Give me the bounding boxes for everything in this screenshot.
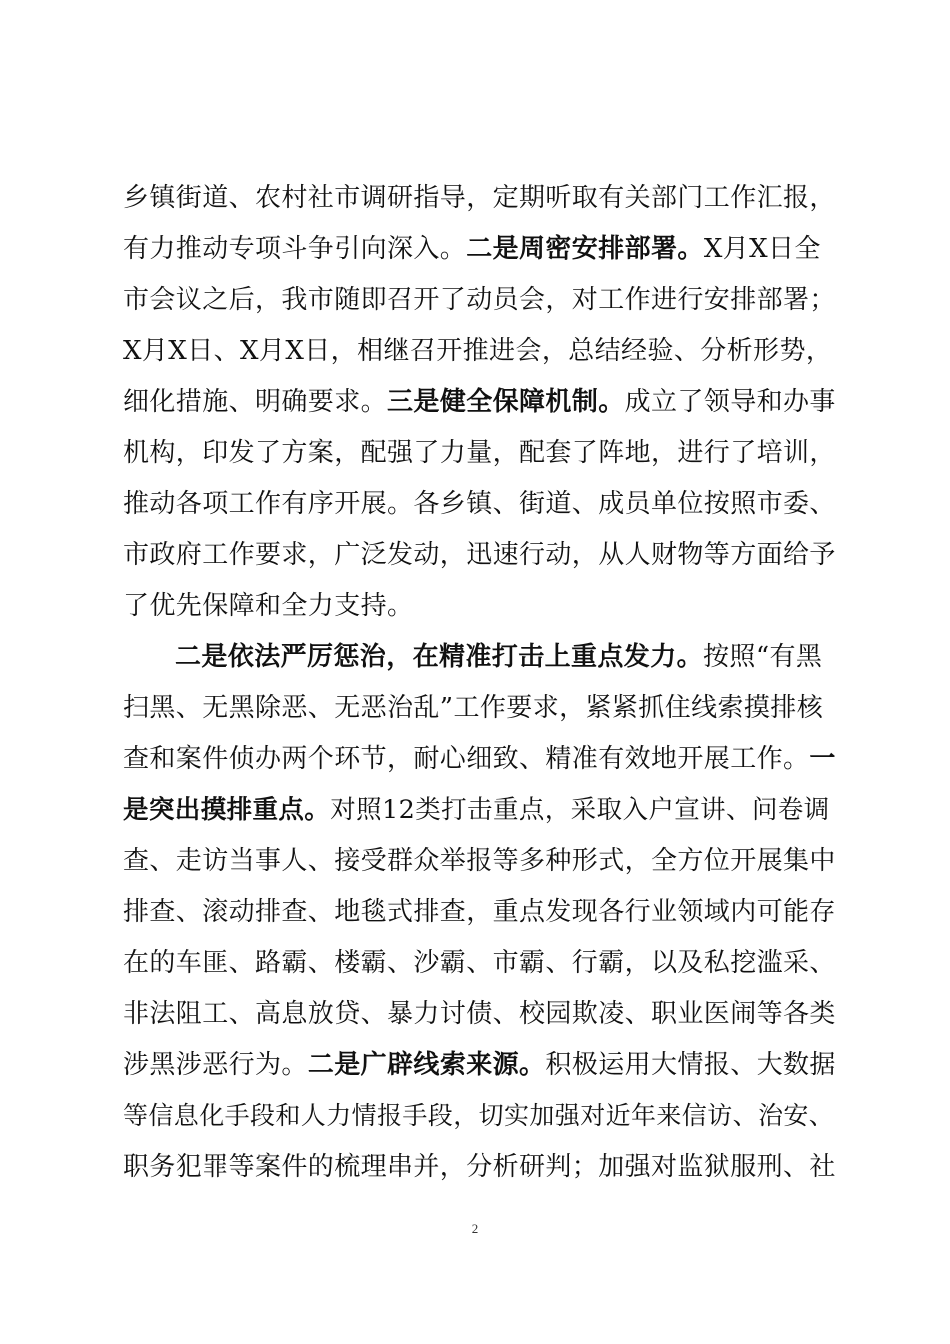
text-segment: 查和案件侦办两个环节，耐心细致、精准有效地开展工作。 — [123, 744, 810, 774]
page-number: 2 — [471, 1221, 479, 1236]
text-segment: X月X日全 — [703, 234, 821, 264]
text-line-10 — [175, 639, 838, 675]
text-segment: 了优先保障和全力支持。 — [123, 591, 414, 621]
text-line-5 — [123, 384, 838, 420]
text-segment: 等信息化手段和人力情报手段，切实加强对近年来信访、治安、 — [123, 1101, 835, 1130]
text-segment: 积极运用大情报、大数据 — [545, 1050, 836, 1080]
text-line-1 — [123, 180, 838, 216]
text-segment: 排查、滚动排查、地毯式排查，重点发现各行业领域内可能存 — [123, 897, 836, 927]
text-line-14 — [123, 843, 838, 879]
text-line-15 — [123, 894, 838, 930]
text-line-18 — [123, 1047, 838, 1083]
text-segment: 在的车匪、路霸、楼霸、沙霸、市霸、行霸，以及私挖滥采、 — [123, 948, 836, 978]
text-line-8 — [123, 537, 838, 573]
text-line-12 — [123, 741, 838, 777]
text-line-3 — [123, 282, 838, 318]
text-line-17 — [123, 996, 838, 1032]
text-line-9 — [123, 588, 838, 624]
text-segment: 按照“有黑 — [703, 642, 823, 672]
text-segment: 机构，印发了方案，配强了力量，配套了阵地，进行了培训， — [123, 438, 836, 468]
text-segment: 乡镇街道、农村社市调研指导，定期听取有关部门工作汇报， — [123, 183, 836, 213]
text-line-20 — [123, 1149, 838, 1185]
bold-heading: 是突出摸排重点。 — [123, 795, 331, 825]
text-segment: 对照12类打击重点，采取入户宣讲、问卷调 — [330, 795, 830, 825]
text-line-7 — [123, 486, 838, 522]
bold-heading: 二是周密安排部署。 — [466, 234, 704, 264]
text-line-4 — [123, 333, 838, 369]
text-line-16 — [123, 945, 838, 981]
bold-heading: 三是健全保障机制。 — [387, 387, 625, 417]
text-segment: 市会议之后，我市随即召开了动员会，对工作进行安排部署； — [123, 285, 836, 315]
bold-heading: 一 — [809, 744, 836, 774]
text-segment: 非法阻工、高息放贷、暴力讨债、校园欺凌、职业医闹等各类 — [123, 999, 836, 1029]
text-segment: 查、走访当事人、接受群众举报等多种形式，全方位开展集中 — [123, 846, 836, 876]
text-line-13 — [123, 792, 838, 828]
text-segment: 细化措施、明确要求。 — [123, 387, 388, 417]
text-segment: 市政府工作要求，广泛发动，迅速行动，从人财物等方面给予 — [123, 540, 836, 570]
text-line-6 — [123, 435, 838, 471]
text-line-19 — [123, 1098, 838, 1134]
text-segment: 涉黑涉恶行为。 — [123, 1050, 308, 1080]
text-segment: 扫黑、无黑除恶、无恶治乱”工作要求，紧紧抓住线索摸排核 — [123, 693, 824, 723]
text-line-11 — [123, 690, 838, 726]
text-segment: 有力推动专项斗争引向深入。 — [123, 234, 467, 264]
bold-heading: 二是依法严厉惩治，在精准打击上重点发力。 — [175, 642, 704, 672]
text-line-2 — [123, 231, 838, 267]
text-segment: 成立了领导和办事 — [624, 387, 836, 417]
text-segment: 职务犯罪等案件的梳理串并，分析研判；加强对监狱服刑、社 — [123, 1152, 836, 1182]
bold-heading: 二是广辟线索来源。 — [307, 1050, 546, 1080]
text-segment: 推动各项工作有序开展。各乡镇、街道、成员单位按照市委、 — [123, 489, 836, 519]
text-segment: X月X日、X月X日，相继召开推进会，总结经验、分析形势， — [123, 336, 833, 366]
